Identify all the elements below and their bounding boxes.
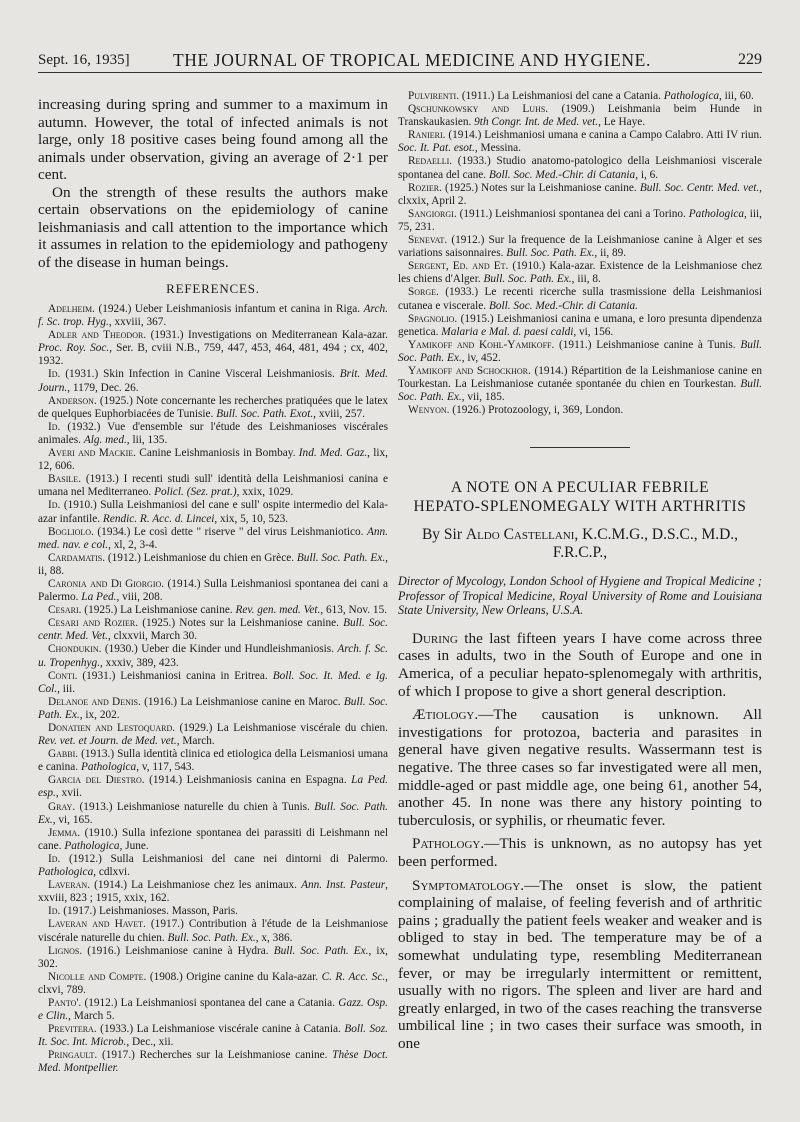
reference-entry — [38, 945, 388, 971]
reference-text: (1910.) Sulla Leishmaniosi del cane e sull' ospite intermedio del Kala-azar infantile. — [38, 499, 388, 525]
reference-journal: Bull. Soc. Path. Ex. — [398, 338, 762, 364]
reference-text: (1911.) La Leishmaniosi del cane a Catania. — [459, 90, 664, 102]
reference-citation: , Dec., xii. — [126, 1036, 174, 1049]
reference-journal: Bull. Soc. Centr. Med. vet. — [639, 181, 760, 194]
article-paragraph — [398, 877, 762, 1053]
reference-text: (1913.) Sulla identità clinica ed etiologica della Leismaniosi umana e canina. — [38, 748, 388, 774]
reference-author: Bogliolo. — [48, 525, 94, 538]
references-list-right — [398, 90, 762, 417]
reference-citation: , iii. — [57, 682, 76, 695]
paragraph-text: —The causation is unknown. All investigations for protozoa, bacteria and parasites in general have given negative results. Wassermann test is negative. The three cases so far investigated were all men, middle-aged or past middle age, one being 61, another 54, another 45. In none was there any history pointing to tuberculosis, or syphilis, or rheumatic fever. — [398, 706, 762, 829]
right-column — [398, 90, 762, 1059]
reference-citation: , cdlxvi. — [93, 866, 130, 879]
running-header — [38, 48, 762, 73]
reference-author: Laveran. — [48, 879, 91, 892]
reference-text: (1912.) Leishmaniose du chien en Grèce. — [105, 551, 297, 564]
reference-author: Pringault. — [48, 1049, 98, 1062]
reference-author: Wenyon. — [408, 404, 450, 417]
byline-prefix: By Sir — [421, 526, 466, 544]
reference-citation: , Messina. — [474, 142, 522, 155]
reference-journal: Pathologica — [64, 839, 120, 852]
reference-text: (1932.) Vue d'ensemble sur l'étude des Leishmanioses viscérales animales. — [38, 420, 388, 446]
reference-entry — [398, 182, 762, 208]
reference-text: (1926.) Protozoology, i, 369, London. — [449, 404, 624, 417]
reference-text: (1910.) Sulla infezione spontanea dei parassiti di Leishmann nel cane. — [38, 826, 388, 852]
reference-entry — [38, 473, 388, 499]
reference-citation: , iv, 452. — [461, 351, 501, 364]
reference-author: Ranieri. — [408, 129, 446, 142]
reference-author: Averi and Mackie. — [48, 447, 137, 460]
reference-author: Id. — [48, 852, 61, 865]
reference-text: (1925.) Note concernante les recherches pratiquées que le latex de quelques Euphorbiacées de Tunisie. — [38, 394, 388, 420]
reference-author: Gabbi. — [48, 748, 79, 761]
reference-journal: Arch. f. Sc. trop. Hyg. — [38, 303, 388, 329]
reference-author: Id. — [48, 905, 61, 918]
reference-journal: Bull. Soc. Path. Ex. — [506, 247, 595, 260]
reference-entry — [38, 774, 388, 800]
reference-entry — [38, 853, 388, 879]
reference-author: Rozier. — [408, 181, 442, 194]
reference-citation: , March 5. — [68, 1010, 115, 1023]
reference-text: (1933.) Studio anatomo-patologico della Leishmaniosi viscerale spontanea del cane. — [398, 155, 762, 181]
intro-paragraph: increasing during spring and summer to a maximum in autumn. However, the total of infected animals is not large, only 18 positive cases being found among all the animals under observation, giving an average of 2·1 per cent. — [38, 96, 388, 183]
article-title-line-1: A NOTE ON A PECULIAR FEBRILE — [450, 479, 710, 497]
reference-citation: , vi, 165. — [52, 813, 93, 826]
reference-entry — [398, 313, 762, 339]
reference-author: Panto'. — [48, 996, 82, 1009]
article-title — [398, 478, 762, 516]
reference-author: Adelheim. — [48, 303, 95, 315]
reference-journal: Bull. Soc. Path. Ex. — [38, 695, 388, 721]
reference-entry — [38, 670, 388, 696]
reference-entry — [38, 329, 388, 368]
reference-citation: , viii, 208. — [116, 591, 163, 604]
reference-text: (1913.) I recenti studi sull' identità della Leishmaniosi canina e umana nel Mediterraneo. — [38, 473, 388, 499]
paragraph-text: —This is unknown, as no autopsy has yet been performed. — [398, 835, 762, 870]
reference-journal: Bull. Soc. Path. Exot. — [216, 407, 314, 420]
reference-journal: Bull. Soc. Path. Ex. — [296, 551, 386, 564]
reference-journal: Pathologica — [663, 90, 719, 102]
reference-author: Basile. — [48, 473, 82, 486]
reference-journal: 9th Congr. Int. de Med. vet. — [474, 116, 599, 129]
reference-author: Caronia and Di Giorgio. — [48, 577, 165, 590]
reference-journal: Arch. f. Sc. u. Tropenhyg. — [38, 643, 388, 669]
reference-author: Yamikoff and Schockhor. — [408, 364, 531, 377]
reference-text: (1929.) La Leishmaniose viscérale du chien. — [175, 722, 389, 734]
reference-entry — [398, 155, 762, 181]
reference-text: (1911.) Leishmaniose canine à Tunis. — [554, 338, 741, 351]
reference-citation: , xix, 5, 10, 523. — [214, 512, 289, 525]
reference-citation: , i, 6. — [635, 168, 659, 181]
reference-text: (1925.) Notes sur la Leishmaniose canine. — [138, 617, 344, 630]
reference-journal: Boll. Soc. It. Med. e Ig. Col. — [38, 669, 388, 695]
reference-journal: Ind. Med. Gaz. — [298, 447, 368, 460]
reference-author: Spagnolio. — [408, 312, 458, 325]
reference-author: Sangiorgi. — [408, 207, 457, 220]
reference-author: Gray. — [48, 800, 76, 813]
reference-journal: Soc. It. Pat. esot. — [398, 142, 475, 155]
references-heading: REFERENCES. — [166, 281, 260, 296]
reference-entry — [38, 395, 388, 421]
reference-citation: , xxix, 1029. — [236, 486, 294, 499]
reference-entry — [38, 696, 388, 722]
reference-author: Yamikoff and Kohl-Yamikoff. — [408, 338, 555, 351]
reference-citation: , xviii, 257. — [313, 407, 365, 420]
reference-text: (1930.) Ueber die Kinder und Hundleishmaniosis. — [101, 643, 338, 656]
reference-entry — [38, 421, 388, 447]
reference-entry — [38, 879, 388, 905]
reference-author: Sorge. — [408, 286, 439, 299]
reference-journal: Bull. Soc. centr. Med. Vet. — [38, 617, 388, 643]
reference-citation: , clxvi, 789. — [38, 970, 388, 996]
reference-author: Senevat. — [408, 234, 448, 247]
reference-journal: Rev. vet. et Journ. de Med. vet. — [38, 735, 177, 748]
reference-author: Laveran and Havet. — [48, 918, 146, 931]
reference-author: Cardamatis. — [48, 551, 106, 564]
reference-text: (1915.) Leishmaniosi canina e umana, e loro presunta dipendenza genetica. — [398, 312, 762, 338]
reference-journal: Policl. (Sez. prat.) — [154, 486, 237, 499]
reference-text: Canine Leishmaniosis in Bombay. — [136, 447, 299, 460]
reference-author: Nicolle and Compte. — [48, 970, 147, 983]
reference-entry — [38, 748, 388, 774]
left-column — [38, 96, 388, 1076]
references-list-left — [38, 303, 388, 1076]
reference-text: (1931.) Leishmaniosi canina in Eritrea. — [77, 669, 273, 682]
reference-text: (1934.) Le così dette " riserve " del virus Leishmaniotico. — [93, 525, 367, 538]
reference-citation: , xxviii, 823 ; 1915, xxix, 162. — [38, 879, 388, 905]
reference-citation: , iii, 75, 231. — [398, 207, 762, 233]
reference-journal: Boll. Soc. Med.-Chir. di Catania — [488, 168, 636, 181]
reference-journal: Pathologica — [38, 866, 94, 879]
reference-text: (1931.) Investigations on Mediterranean Kala-azar. — [146, 329, 388, 342]
reference-entry — [398, 286, 762, 312]
reference-text: (1917.) Recherches sur la Leishmaniose canine. — [97, 1049, 333, 1062]
reference-author: Redaelli. — [408, 155, 453, 168]
reference-entry — [38, 368, 388, 394]
journal-title: THE JOURNAL OF TROPICAL MEDICINE AND HYGIENE. — [173, 50, 651, 70]
paragraph-lead: Ætiology. — [412, 706, 479, 724]
reference-author: Pulvirenti. — [408, 90, 460, 102]
reference-entry — [38, 578, 388, 604]
reference-journal: Rev. gen. med. Vet. — [235, 604, 321, 617]
reference-author: Delanoe and Denis. — [48, 695, 141, 708]
reference-text: (1924.) Ueber Leishmaniosis infantum et canina in Riga. — [94, 303, 364, 315]
reference-entry — [398, 208, 762, 234]
article-title-line-2: HEPATO-SPLENOMEGALY WITH ARTHRITIS — [413, 498, 747, 516]
reference-author: Lignos. — [48, 944, 83, 957]
reference-author: Garcia del Diestro. — [48, 774, 145, 787]
reference-entry — [398, 90, 762, 103]
reference-text: (1916.) La Leishmaniose canine en Maroc. — [140, 695, 344, 708]
reference-journal: Pathologica — [80, 761, 137, 774]
reference-entry — [398, 404, 762, 417]
reference-citation: , June. — [119, 839, 149, 852]
paragraph-lead: Pathology. — [412, 835, 485, 853]
article-paragraph — [398, 835, 762, 870]
reference-citation: , x, 386. — [255, 931, 293, 944]
reference-entry — [398, 260, 762, 286]
reference-citation: , xl, 2, 3-4. — [108, 538, 158, 551]
reference-author: Id. — [48, 420, 61, 433]
reference-text: (1914.) Leishmaniosis canina en Espagna. — [144, 774, 352, 787]
intro-text — [38, 96, 388, 271]
paragraph-lead: Symptomatology. — [412, 876, 525, 894]
reference-entry — [38, 1023, 388, 1049]
reference-text: (1917.) Contribution à l'étude de la Leishmaniose viscérale naturelle du chien. — [38, 918, 388, 944]
reference-citation: , 613, Nov. 15. — [320, 604, 388, 617]
reference-citation: , iii, 60. — [719, 90, 754, 102]
reference-journal: Malaria e Mal. d. paesi caldi — [441, 325, 574, 338]
reference-entry — [38, 526, 388, 552]
reference-entry — [38, 617, 388, 643]
reference-text: (1914.) Leishmaniosi umana e canina a Campo Calabro. Atti IV riun. — [445, 129, 762, 142]
reference-journal: La Ped. esp. — [38, 774, 389, 800]
reference-journal: La Ped. — [81, 591, 117, 604]
reference-citation: , Ser. B, cviii N.B., 759, 447, 453, 464, 481, 494 ; cx, 402, 1932. — [38, 342, 388, 368]
reference-author: Anderson. — [48, 394, 97, 407]
reference-citation: , lii, 135. — [126, 433, 168, 446]
reference-citation: , ii, 89. — [594, 247, 627, 260]
reference-author: Id. — [48, 499, 61, 512]
reference-entry — [398, 234, 762, 260]
reference-journal: Gazz. Osp. e Clin. — [38, 996, 388, 1023]
reference-text: (1914.) La Leishmaniose chez les animaux. — [90, 879, 302, 892]
reference-entry — [38, 905, 388, 918]
reference-citation: , 1179, Dec. 26. — [67, 381, 139, 394]
reference-citation: , xxxiv, 389, 423. — [100, 656, 179, 669]
reference-text: (1925.) La Leishmaniose canine. — [81, 604, 236, 617]
reference-entry — [38, 643, 388, 669]
reference-text: (1912.) Sulla Leishmaniosi del cane nei dintorni di Palermo. — [60, 852, 388, 865]
paragraph-text: —The onset is slow, the patient complaining of malaise, of feeling feverish and of arthritic pains ; gradually the patient feels weaker and weaker and is obliged to stay in bed. The temperature may be of a somewhat undulating type, resembling Mediterranean fever, or may be irregularly intermittent or remittent, usually with no rigors. The spleen and liver are hard and greatly enlarged, in two of the cases reaching the transverse umbilical line ; in two cases their surface was smooth, in one — [398, 876, 762, 1052]
section-divider — [530, 447, 630, 448]
reference-text: (1916.) Leishmaniose canine à Hydra. — [82, 944, 274, 957]
reference-text: (1908.) Origine canine du Kala-azar. — [146, 970, 322, 983]
reference-text: (1917.) Leishmanioses. Masson, Paris. — [60, 905, 238, 918]
intro-paragraph: On the strength of these results the authors make certain observations on the epidemiology of canine leishmaniasis and call attention to the importance which it assumes in relation to the epidemiology and pathogeny of the disease in human beings. — [38, 183, 388, 271]
reference-text: (1912.) Sur la frequence de la Leishmaniose canine à Alger et ses variations saisonnaires. — [398, 234, 762, 260]
reference-text: (1913.) Leishmaniose naturelle du chien à Tunis. — [75, 800, 315, 813]
reference-journal: C. R. Acc. Sc. — [321, 970, 386, 983]
reference-journal: Rendic. R. Acc. d. Lincei — [102, 512, 215, 525]
reference-text: (1914.) Sulla Leishmaniosi spontanea dei cani a Palermo. — [38, 577, 388, 604]
byline — [398, 526, 762, 562]
reference-entry — [38, 801, 388, 827]
reference-journal: Brit. Med. Journ. — [38, 368, 388, 394]
reference-entry — [38, 604, 388, 617]
reference-entry — [38, 971, 388, 997]
reference-journal: Boll. Soc. Med.-Chir. di Catania. — [488, 299, 639, 312]
issue-date: Sept. 16, 1935] — [38, 52, 130, 68]
reference-journal: Thèse Doct. Med. Montpellier. — [38, 1049, 388, 1075]
reference-journal: Pathologica — [688, 207, 745, 220]
reference-text: (1909.) Leishmania beim Hunde in Transkaukasien. — [398, 103, 762, 129]
author-affiliation: Director of Mycology, London School of Hygiene and Tropical Medicine ; Professor of Tropical Medicine, Royal University of Rome and Louisiana State University, New Orleans, U.S.A. — [398, 574, 762, 618]
reference-citation: , v, 117, 543. — [136, 761, 195, 774]
reference-author: Cesari. — [48, 604, 82, 617]
reference-citation: , vi, 156. — [573, 325, 614, 338]
reference-author: Cesari and Rozier. — [48, 617, 139, 630]
reference-journal: Bull. Soc. Path. Ex. — [398, 378, 762, 404]
article-paragraph — [398, 630, 762, 700]
reference-author: Adler and Theodor. — [48, 329, 147, 342]
reference-entry — [398, 129, 762, 155]
reference-entry — [38, 722, 388, 748]
reference-citation: , ii, 88. — [38, 551, 388, 577]
author-credentials: , K.C.M.G., D.S.C., M.D., F.R.C.P., — [552, 526, 739, 562]
reference-citation: , lix, 12, 606. — [38, 447, 388, 473]
reference-citation: , ix, 302. — [38, 944, 388, 970]
reference-author: Donatien and Lestoquard. — [48, 722, 176, 734]
reference-journal: Bull. Soc. Path. Ex. — [167, 931, 256, 944]
reference-entry — [398, 339, 762, 365]
reference-author: Qschunkowsky and Luhs. — [408, 103, 549, 116]
reference-author: Id. — [48, 368, 61, 381]
reference-citation: , Le Haye. — [598, 116, 646, 129]
reference-author: Jemma. — [48, 826, 81, 839]
reference-citation: , ix, 202. — [79, 708, 120, 721]
article-paragraph — [398, 706, 762, 829]
reference-journal: Bull. Soc. Path. Ex. — [273, 944, 369, 957]
reference-citation: , iii, 8. — [571, 273, 601, 286]
reference-text: (1925.) Notes sur la Leishmaniose canine. — [441, 181, 640, 194]
reference-citation: , vii, 185. — [461, 391, 505, 404]
reference-entry — [38, 303, 388, 329]
reference-citation: , xxviii, 367. — [108, 316, 167, 329]
reference-author: Chondukin. — [48, 643, 102, 656]
paragraph-lead: During — [412, 629, 458, 647]
reference-author: Conti. — [48, 669, 78, 682]
reference-author: Sergent, Ed. and Et. — [408, 260, 509, 273]
reference-entry — [38, 447, 388, 473]
reference-journal: Bull. Soc. Path. Ex. — [483, 273, 572, 286]
reference-journal: Proc. Roy. Soc. — [38, 342, 110, 355]
reference-citation: , xvii. — [55, 787, 82, 800]
paragraph-text: the last fifteen years I have come across three cases in adults, two in the South of Europe and one in America, of a peculiar hepato-splenomegaly with arthritis, of which I propose to give a short general description. — [398, 629, 762, 700]
reference-entry — [398, 365, 762, 404]
article-body — [398, 630, 762, 1053]
reference-citation: , clxxvii, March 30. — [107, 630, 198, 643]
page-number: 229 — [738, 51, 762, 68]
reference-citation: , March. — [176, 735, 215, 748]
reference-entry — [38, 918, 388, 944]
reference-journal: Ann. Inst. Pasteur — [301, 879, 386, 892]
reference-citation: , clxxix, April 2. — [398, 181, 762, 207]
reference-text: (1933.) Le recenti ricerche sulla trasmissione della Leishmaniosi cutanea e viscerale. — [398, 286, 762, 312]
reference-entry — [38, 997, 388, 1023]
reference-journal: Ann. med. nav. e col. — [38, 525, 388, 551]
reference-entry — [38, 552, 388, 578]
reference-text: (1931.) Skin Infection in Canine Visceral Leishmaniosis. — [60, 368, 340, 381]
reference-text: (1914.) Répartition de la Leishmaniose canine en Tourkestan. La Leishmaniose cutanée spontanée du chien en Tourkestan. — [398, 364, 762, 391]
reference-journal: Boll. Soz. It. Soc. Int. Microb. — [38, 1023, 389, 1049]
reference-entry — [398, 103, 762, 129]
reference-text: (1912.) La Leishmaniosi spontanea del cane a Catania. — [81, 996, 339, 1009]
reference-entry — [38, 499, 388, 525]
reference-journal: Bull. Soc. Path. Ex. — [38, 800, 388, 826]
reference-journal: Alg. med. — [83, 433, 127, 446]
reference-text: (1910.) Kala-azar. Existence de la Leishmaniose chez les chiens d'Alger. — [398, 260, 762, 286]
author-name: Aldo Castellani — [465, 526, 575, 544]
reference-text: (1933.) La Leishmaniose viscérale canine à Catania. — [96, 1023, 345, 1036]
reference-author: Previtera. — [48, 1023, 97, 1036]
reference-text: (1911.) Leishmaniosi spontanea dei cani a Torino. — [456, 207, 689, 220]
reference-entry — [38, 827, 388, 853]
reference-entry — [38, 1049, 388, 1075]
